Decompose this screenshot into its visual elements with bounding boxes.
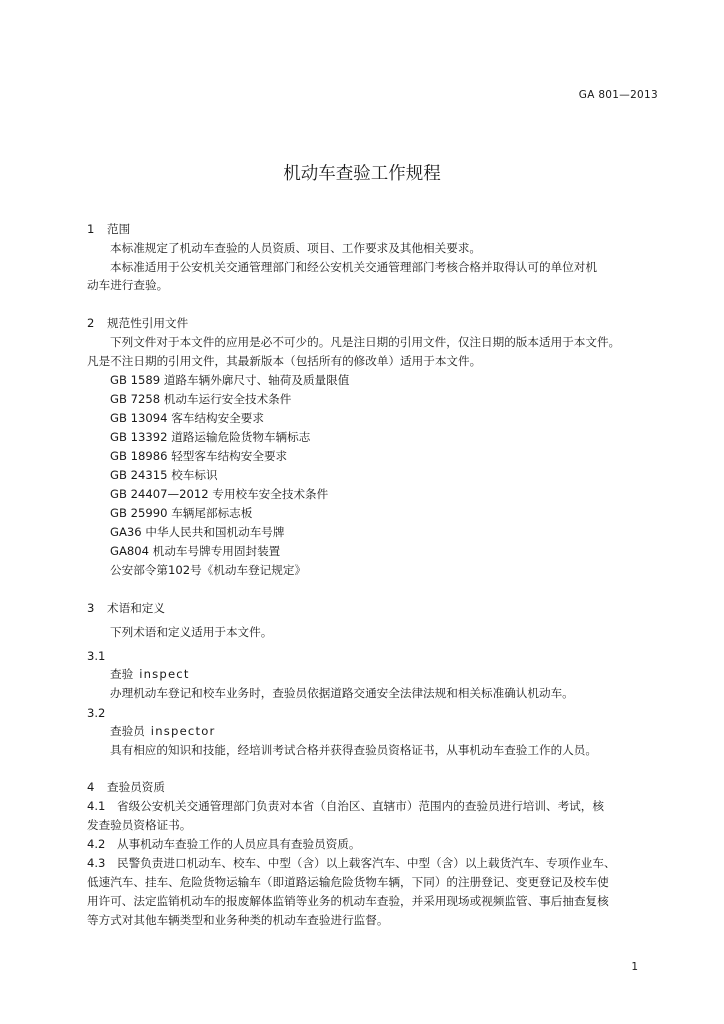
clause-number: 4.1 [87,799,106,813]
clause-line [87,799,604,813]
reference-item: GB 1589 道路车辆外廓尺寸、轴荷及质量限值 [110,373,350,387]
term-definition: 办理机动车登记和校车业务时，查验员依据道路交通安全法律法规和相关标准确认机动车。 [110,686,574,700]
clause-number: 4.3 [87,856,106,870]
standard-code: GA 801—2013 [578,89,658,101]
term-entry [110,667,190,681]
clause-text: 从事机动车查验工作的人员应具有查验员资质。 [117,837,361,851]
section-title: 术语和定义 [107,601,165,615]
section-number: 1 [87,222,95,236]
clause-continued: 低速汽车、挂车、危险货物运输车（即道路运输危险货物车辆，下同）的注册登记、变更登记及校车使 [87,875,609,889]
clause-number: 3.2 [87,706,106,720]
clause-continued: 用许可、法定监销机动车的报废解体监销等业务的机动车查验，并采用现场或视频监管、事后抽查复核 [87,894,609,908]
clause-number: 4.2 [87,837,106,851]
paragraph: 本标准规定了机动车查验的人员资质、项目、工作要求及其他相关要求。 [110,241,482,255]
reference-item: GB 24315 校车标识 [110,468,218,482]
reference-item: GB 13392 道路运输危险货物车辆标志 [110,430,311,444]
reference-item: GB 24407—2012 专用校车安全技术条件 [110,487,329,501]
page-number: 1 [631,961,638,973]
section-3-heading [87,601,165,615]
reference-item: GB 13094 客车结构安全要求 [110,411,264,425]
clause-line [87,856,616,870]
reference-item: GA804 机动车号牌专用固封装置 [110,544,281,558]
clause-text: 省级公安机关交通管理部门负责对本省（自治区、直辖市）范围内的查验员进行培训、考试，核 [117,799,604,813]
section-number: 2 [87,316,95,330]
clause-text: 民警负责进口机动车、校车、中型（含）以上载客汽车、中型（含）以上载货汽车、专项作业车、 [117,856,616,870]
document-title: 机动车查验工作规程 [283,164,441,184]
term-entry [110,724,215,738]
reference-item: GA36 中华人民共和国机动车号牌 [110,525,285,539]
section-title: 规范性引用文件 [107,316,189,330]
section-2-heading [87,316,188,330]
reference-item: GB 25990 车辆尾部标志板 [110,506,253,520]
term-en: inspect [139,667,190,681]
section-title: 查验员资质 [107,780,165,794]
reference-item: GB 18986 轻型客车结构安全要求 [110,449,288,463]
reference-item: GB 7258 机动车运行安全技术条件 [110,392,292,406]
section-1-heading [87,222,130,236]
clause-number: 3.1 [87,649,106,663]
term-definition: 具有相应的知识和技能，经培训考试合格并获得查验员资格证书，从事机动车查验工作的人员。 [110,743,597,757]
term-zh: 查验员 [110,724,145,738]
paragraph-continued: 动车进行查验。 [87,278,169,292]
reference-item: 公安部令第102号《机动车登记规定》 [110,563,307,577]
clause-continued: 等方式对其他车辆类型和业务种类的机动车查验进行监督。 [87,913,389,927]
paragraph: 下列文件对于本文件的应用是必不可少的。凡是注日期的引用文件，仅注日期的版本适用于本文件。 [110,335,621,349]
section-4-heading [87,780,165,794]
section-title: 范围 [107,222,131,236]
paragraph: 本标准适用于公安机关交通管理部门和经公安机关交通管理部门考核合格并取得认可的单位对机 [110,260,597,274]
clause-line [87,837,360,851]
term-en: inspector [150,724,216,738]
section-number: 4 [87,780,95,794]
clause-continued: 发查验员资格证书。 [87,818,192,832]
section-number: 3 [87,601,95,615]
term-zh: 查验 [110,667,134,681]
paragraph-continued: 凡是不注日期的引用文件，其最新版本（包括所有的修改单）适用于本文件。 [87,354,482,368]
paragraph: 下列术语和定义适用于本文件。 [110,625,273,639]
